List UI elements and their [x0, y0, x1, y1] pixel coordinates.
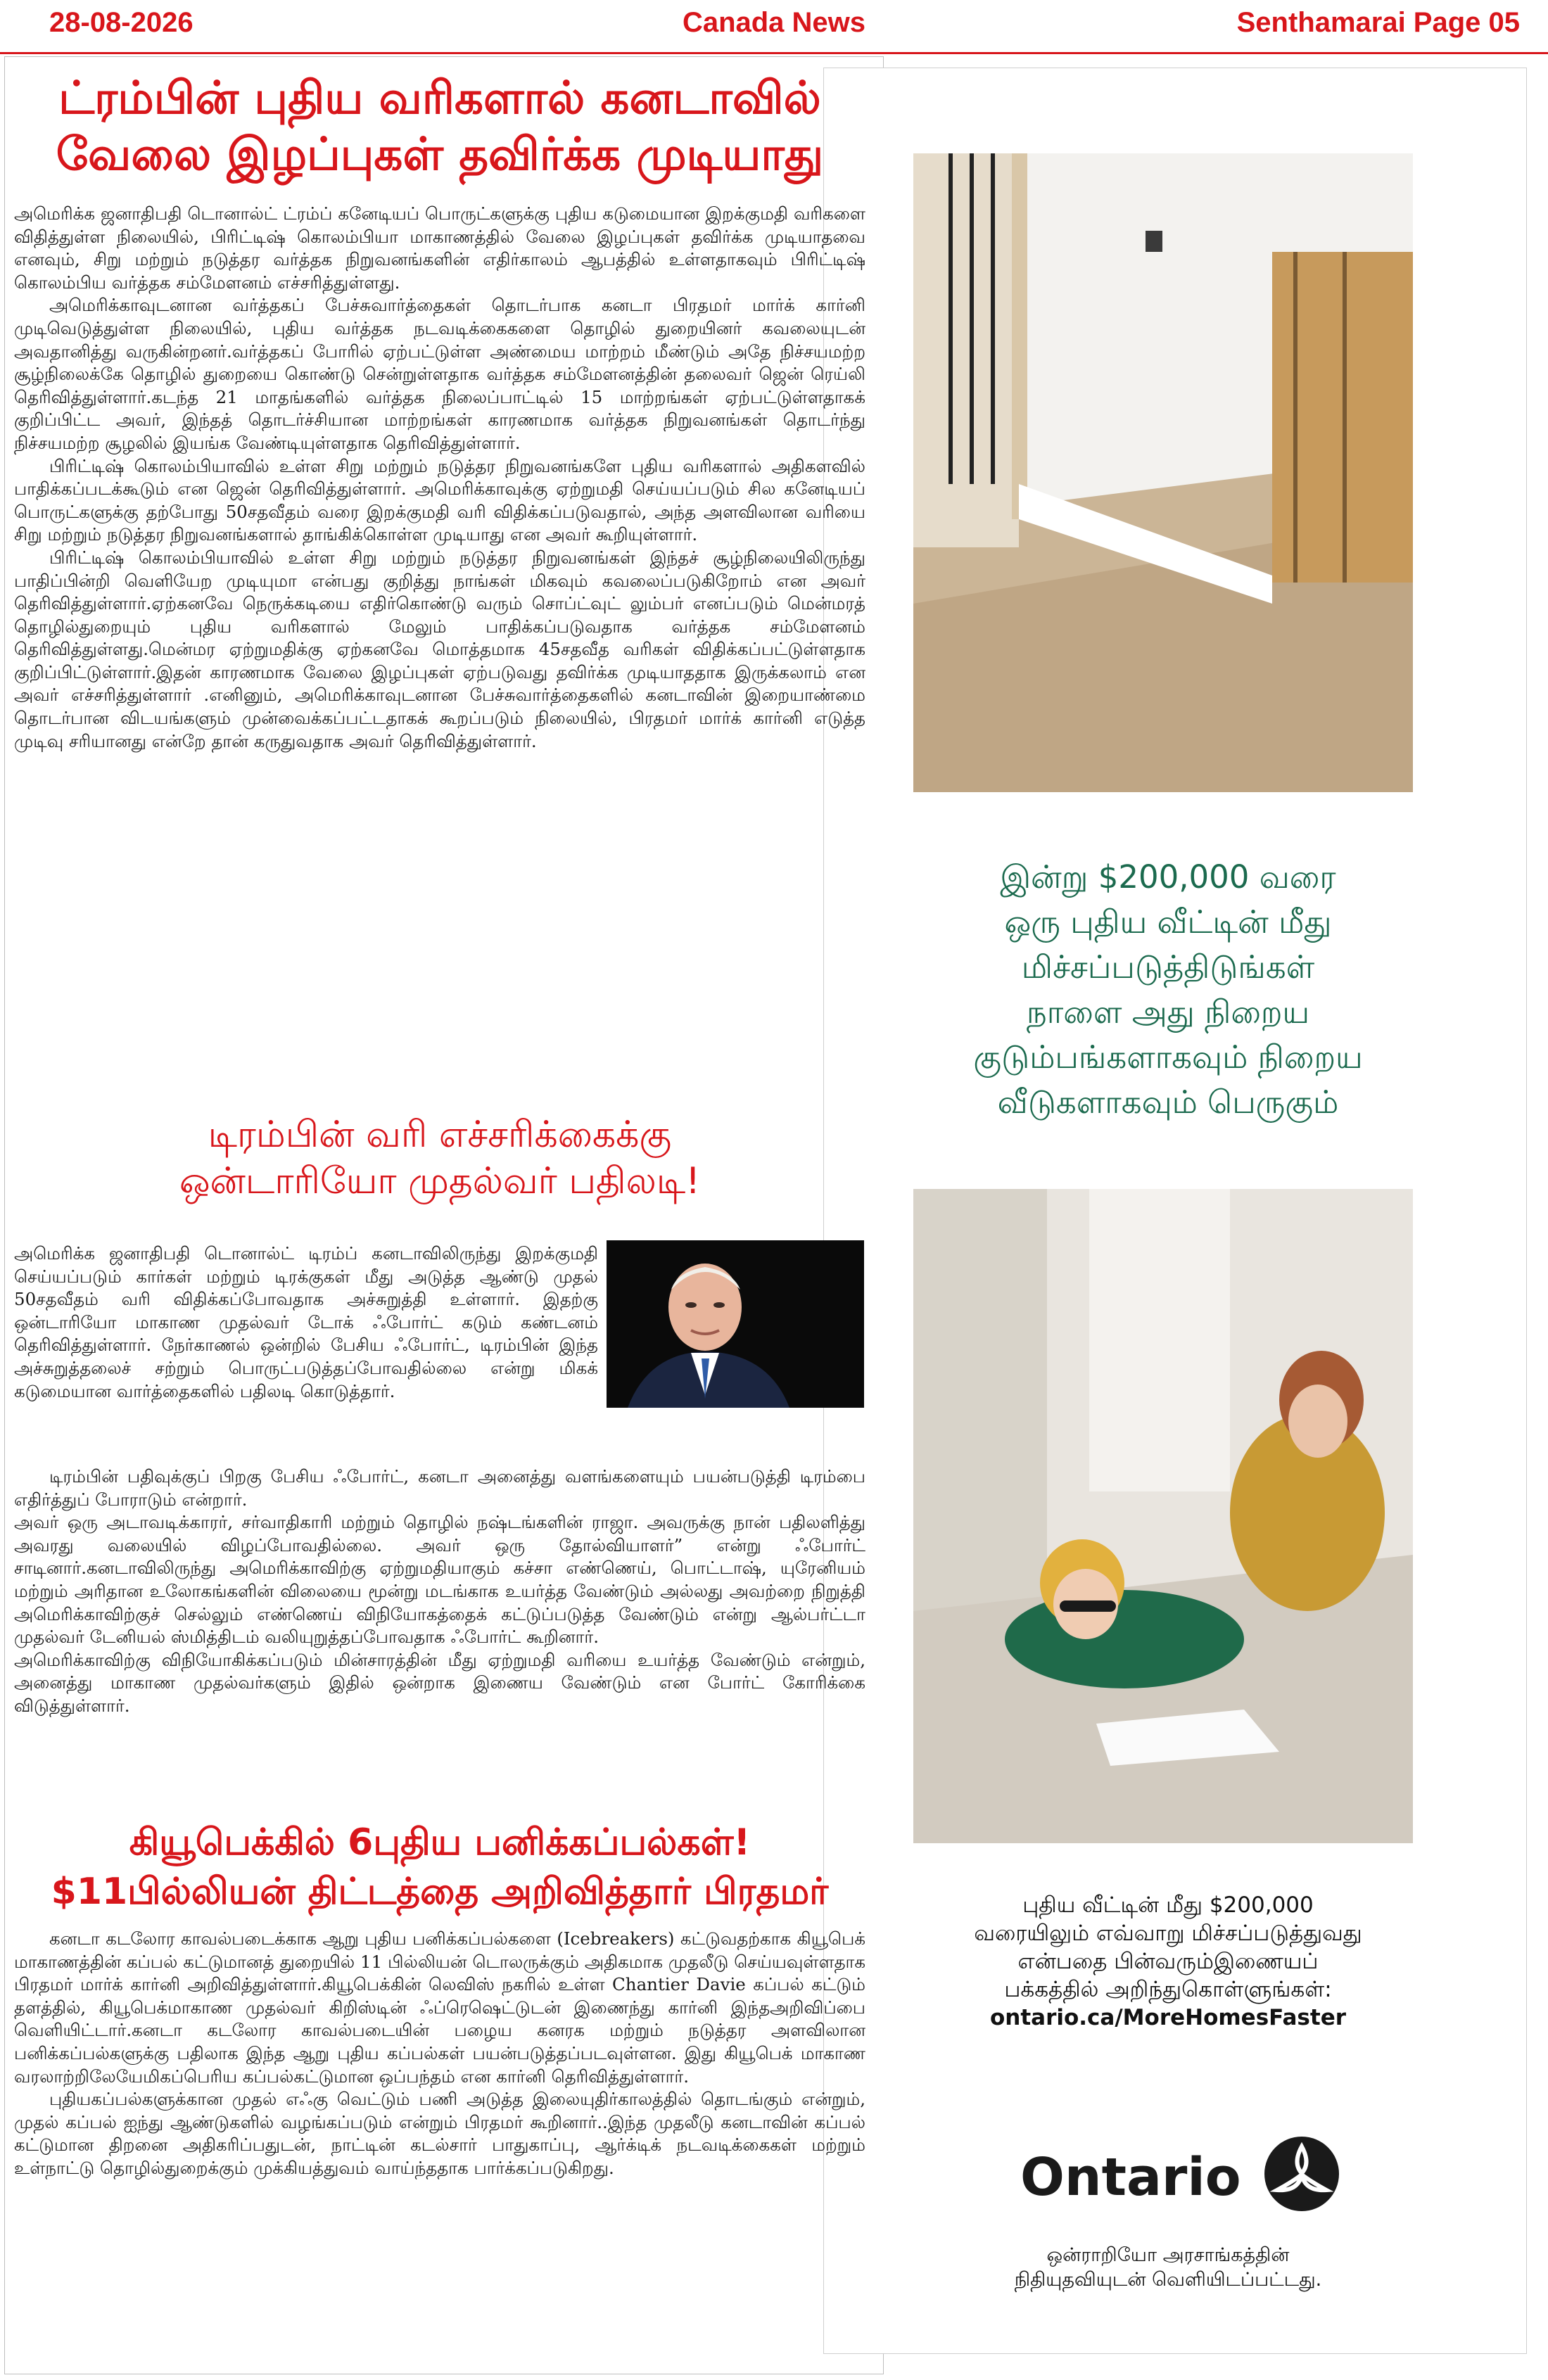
article2-paragraph: அமெரிக்க ஜனாதிபதி டொனால்ட் டிரம்ப் கனடாவிலிருந்து இறக்குமதி செய்யப்படும் கார்கள் மற்றும் டிரக்குகள் மீது அடுத்த ஆண்டு முதல் 50சதவீதம் வரி விதிக்கப்போவதாக அச்சுறுத்தி உள்ளார். இதற்கு ஒன்டாரியோ மாகாண முதல்வர் டோக் ஃபோர்ட் கடும் கண்டனம் தெரிவித்துள்ளார். நேர்காணல் ஒன்றில் பேசிய ஃபோர்ட், டிரம்பின் இந்த அச்சுறுத்தலைச் சற்றும் பொருட்படுத்தப்போவதில்லை என்று மிகக் கடுமையான வார்த்தைகளில் பதிலடி கொடுத்தார். [14, 1243, 598, 1401]
article1-paragraph: பிரிட்டிஷ் கொலம்பியாவில் உள்ள சிறு மற்றும் நடுத்தர நிறுவனங்களே புதிய வரிகளால் அதிகளவில் பாதிக்கப்படக்கூடும் என ஜென் தெரிவித்துள்ளார். அமெரிக்காவுக்கு ஏற்றுமதி செய்யப்படும் சில கனேடியப் பொருட்களுக்கு தற்போது 50சதவீதம் வரை இறக்குமதி வரி விதிக்கப்படுவதால், அந்த அளவிலான வரியை சிறு மற்றும் நடுத்தர நிறுவனங்களால் தாங்கிக்கொள்ள முடியாது என அவர் கூறியுள்ளார். [14, 455, 865, 545]
article3-paragraph: புதியகப்பல்களுக்கான முதல் எஃகு வெட்டும் பணி அடுத்த இலையுதிர்காலத்தில் தொடங்கும் என்றும், முதல் கப்பல் ஐந்து ஆண்டுகளில் வழங்கப்படும் என்றும் பிரதமர் கூறினார்..இந்த முதலீடு கனடாவின் கப்பல் கட்டுமான திறனை அதிகரிப்பதுடன், நாட்டின் கடல்சார் பாதுகாப்பு, ஆர்க்டிக் நடவடிக்கைகள் மற்றும் உள்நாட்டு தொழில்துறைக்கும் முக்கியத்துவம் வாய்ந்ததாக பார்க்கப்படுகிறது. [14, 2089, 865, 2178]
advert-info-line: வரையிலும் எவ்வாறு மிச்சப்படுத்துவது [974, 1921, 1362, 1946]
advert-footer [837, 2243, 1499, 2292]
advert-url-link[interactable]: ontario.ca/MoreHomesFaster [989, 2005, 1347, 2030]
article2-body [14, 1465, 865, 1718]
advert-construction-photo [913, 153, 1413, 792]
advert-footer-line: ஒன்ராறியோ அரசாங்கத்தின் [1046, 2244, 1290, 2266]
advert-headline-line: இன்று $200,000 வரை [1000, 858, 1336, 896]
article2-paragraph: டிரம்பின் பதிவுக்குப் பிறகு பேசிய ஃபோர்ட், கனடா அனைத்து வளங்களையும் பயன்படுத்தி டிரம்பை எதிர்த்துப் போராடும் என்றார். [14, 1466, 865, 1510]
article1-headline-line2: வேலை இழப்புகள் தவிர்க்க முடியாது [56, 129, 824, 181]
article3-body [14, 1928, 865, 2180]
article2-body-wrap [14, 1242, 598, 1403]
advert-info-line: பக்கத்தில் அறிந்துகொள்ளுங்கள்: [1004, 1977, 1332, 2002]
article2-headline [14, 1112, 865, 1204]
header-rule [0, 52, 1548, 54]
article1-paragraph: அமெரிக்காவுடனான வர்த்தகப் பேச்சுவார்த்தைகள் தொடர்பாக கனடா பிரதமர் மார்க் கார்னி முடிவெடுத்துள்ள நிலையில், புதிய வர்த்தக நடவடிக்கைகளை தொழில் துறையினர் கவலையுடன் அவதானித்து வருகின்றனர்.வர்த்தகப் போரில் ஏற்பட்டுள்ள அண்மைய மாற்றம் மீண்டும் அதே நிச்சயமற்ற சூழ்நிலைக்கே தொழில் துறையை கொண்டு சென்றுள்ளதாக வர்த்தக சம்மேளனத்தின் தலைவர் ஜென் ரெய்லி தெரிவித்துள்ளார்.கடந்த 21 மாதங்களில் வர்த்தக நிலைப்பாட்டில் 15 மாற்றங்கள் ஏற்பட்டுள்ளதாகக் குறிப்பிட்ட அவர், இந்தத் தொடர்ச்சியான மாற்றங்கள் காரணமாக வர்த்தக நிறுவனங்கள் தொடர்ந்து நிச்சயமற்ற சூழலில் இயங்க வேண்டியுள்ளதாக தெரிவித்துள்ளார். [14, 295, 865, 453]
page-number: Senthamarai Page 05 [1236, 7, 1520, 38]
article1-headline-line1: ட்ரம்பின் புதிய வரிகளால் கனடாவில் [58, 72, 821, 125]
article1-paragraph: பிரிட்டிஷ் கொலம்பியாவில் உள்ள சிறு மற்றும் நடுத்தர நிறுவனங்கள் இந்தச் சூழ்நிலையிலிருந்து பாதிப்பின்றி வெளியேற முடியுமா என்பது குறித்து நாங்கள் மிகவும் கவலைப்படுகிறோம் என அவர் தெரிவித்துள்ளார்.ஏற்கனவே நெருக்கடியை எதிர்கொண்டு வரும் சொப்ட்வுட் லும்பர் எனப்படும் மென்மரத் தொழில்துறையும் புதிய வரிகளால் மேலும் பாதிக்கப்படுவதாக வர்த்தக சம்மேளனம் தெரிவித்துள்ளது.மென்மர ஏற்றுமதிக்கு ஏற்கனவே மொத்தமாக 45சதவீத வரிகள் விதிக்கப்பட்டுள்ளதாக குறிப்பிட்டுள்ளார்.இதன் காரணமாக வேலை இழப்புகள் ஏற்படுவது தவிர்க்க முடியாததாக இருக்கலாம் என அவர் எச்சரித்துள்ளார் .எனினும், அமெரிக்காவுடனான பேச்சுவார்த்தைகளில் கனடாவின் இறையாண்மை தொடர்பான விடயங்களும் முன்வைக்கப்பட்டதாகக் கூறப்படும் நிலையில், பிரதமர் மார்க் கார்னி எடுத்த முடிவு சரியானது என்றே தான் கருதுவதாக அவர் தெரிவித்துள்ளார். [14, 547, 865, 751]
advert-info-line: புதிய வீட்டின் மீது $200,000 [1022, 1892, 1314, 1918]
trillium-logo-icon [1263, 2135, 1340, 2213]
issue-date: 28-08-2026 [49, 7, 194, 38]
article2-headline-line1: டிரம்பின் வரி எச்சரிக்கைக்கு [208, 1114, 672, 1156]
ontario-wordmark: Ontario [1020, 2147, 1241, 2208]
section-title: Canada News [682, 7, 866, 38]
article2-headline-line2: ஒன்டாரியோ முதல்வர் பதிலடி! [179, 1160, 701, 1202]
article1-paragraph: அமெரிக்க ஜனாதிபதி டொனால்ட் ட்ரம்ப் கனேடியப் பொருட்களுக்கு புதிய கடுமையான இறக்குமதி வரிகளை விதித்துள்ள நிலையில், பிரிட்டிஷ் கொலம்பியா மாகாணத்தில் வேலை இழப்புகள் தவிர்க்க முடியாதவை எனவும், சிறு மற்றும் நடுத்தர வர்த்தக நிறுவனங்களின் எதிர்காலம் ஆபத்தில் உள்ளதாகவும் பிரிட்டிஷ் கொலம்பிய வர்த்தக சம்மேளனம் எச்சரித்துள்ளது. [14, 203, 865, 293]
article3-headline [14, 1818, 865, 1916]
article3-paragraph: கனடா கடலோர காவல்படைக்காக ஆறு புதிய பனிக்கப்பல்களை (Icebreakers) கட்டுவதற்காக கியூபெக் மாகாணத்தின் கப்பல் கட்டுமானத் துறையில் 11 பில்லியன் டொலருக்கும் அதிகமாக முதலீடு செய்யவுள்ளதாக பிரதமர் மார்க் கார்னி அறிவித்துள்ளார்.கியூபெக்கின் லெவிஸ் நகரில் உள்ள Chantier Davie கப்பல் கட்டும் தளத்தில், கியூபெக்மாகாண முதல்வர் கிறிஸ்டின் ஃப்ரெஷெட்டுடன் இணைந்து கார்னி இந்தஅறிவிப்பை வெளியிட்டார்.கனடா கடலோர காவல்படையின் பழைய கனரக மற்றும் நடுத்தர அளவிலான பனிக்கப்பல்களுக்கு பதிலாக இந்த ஆறு புதிய கப்பல்கள் பயன்படுத்தப்படவுள்ளன. இது கியூபெக் மாகாண வரலாற்றிலேயேமிகப்பெரிய கப்பல்கட்டுமான ஒப்பந்தம் என கார்னி தெரிவித்துள்ளார். [14, 1928, 865, 2087]
advert-info-line: என்பதை பின்வரும்இணையப் [1017, 1949, 1319, 1974]
article3-headline-line1: கியூபெக்கில் 6புதிய பனிக்கப்பல்கள்! [129, 1821, 751, 1864]
advert-headline [837, 855, 1499, 1125]
article3-headline-line2: $11பில்லியன் திட்டத்தை அறிவித்தார் பிரதமர் [51, 1871, 829, 1913]
article1-body [14, 203, 865, 753]
article1-headline [14, 70, 865, 183]
article2-paragraph: அமெரிக்காவிற்கு விநியோகிக்கப்படும் மின்சாரத்தின் மீது ஏற்றுமதி வரியை உயர்த்த வேண்டும் என்றும், அனைத்து மாகாண முதல்வர்களும் இதில் ஒன்றாக இணைய வேண்டும் என போர்ட் கோரிக்கை விடுத்துள்ளார். [14, 1649, 865, 1716]
premier-portrait-photo [607, 1240, 864, 1408]
advert-info [837, 1891, 1499, 2032]
advert-headline-line: குடும்பங்களாகவும் நிறைய [973, 1038, 1363, 1076]
advert-family-photo [913, 1189, 1413, 1843]
advert-headline-line: மிச்சப்படுத்திடுங்கள் [1021, 948, 1315, 986]
advert-headline-line: நாளை அது நிறைய [1026, 993, 1310, 1031]
advert-headline-line: வீடுகளாகவும் பெருகும் [997, 1083, 1339, 1121]
advert-headline-line: ஒரு புதிய வீட்டின் மீது [1004, 903, 1332, 941]
advert-footer-line: நிதியுதவியுடன் வெளியிடப்பட்டது. [1014, 2269, 1322, 2291]
article2-paragraph: அவர் ஒரு அடாவடிக்காரர், சர்வாதிகாரி மற்றும் தொழில் நஷ்டங்களின் ராஜா. அவருக்கு நான் பதிலளித்து அவரது வலையில் விழப்போவதில்லை. அவர் ஒரு தோல்வியாளர்” என்று ஃபோர்ட் சாடினார்.கனடாவிலிருந்து அமெரிக்காவிற்கு ஏற்றுமதியாகும் கச்சா எண்ணெய், பொட்டாஷ், யுரேனியம் மற்றும் அரிதான உலோகங்களின் விலையை மூன்று மடங்காக உயர்த்த வேண்டும் அல்லது அவற்றை நிறுத்தி அமெரிக்காவிற்குச் செல்லும் எண்ணெய் விநியோகத்தைக் கட்டுப்படுத்த வேண்டும் என்று ஆல்பர்ட்டா முதல்வர் டேனியல் ஸ்மித்திடம் வலியுறுத்தப்போவதாக ஃபோர்ட் கூறினார். [14, 1512, 865, 1648]
page-header [0, 0, 1548, 51]
